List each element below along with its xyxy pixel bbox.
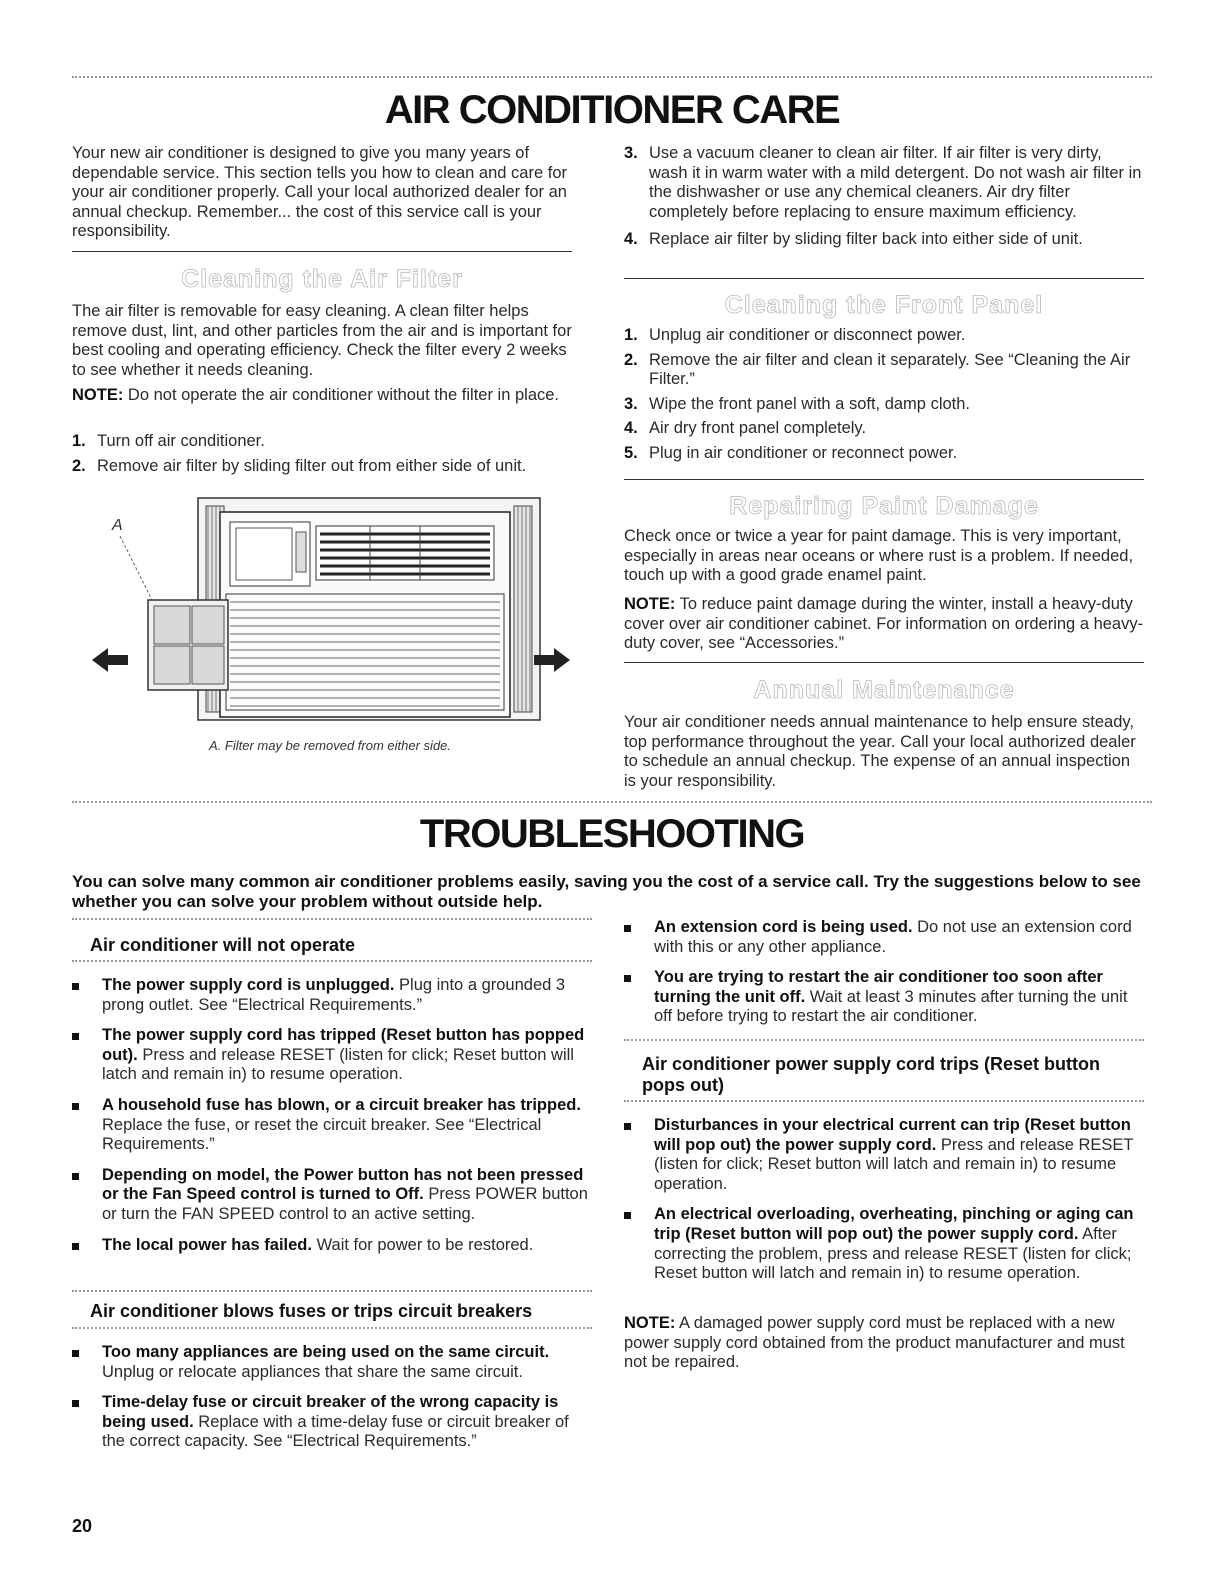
troubleshooting-title: TROUBLESHOOTING — [419, 812, 805, 856]
bullet-icon — [624, 925, 631, 932]
step-text: Remove air filter by sliding filter out from either side of unit. — [97, 456, 527, 475]
filter-heading: Cleaning the Air Filter — [181, 265, 463, 293]
annual-body: Your air conditioner needs annual maintenance to help ensure steady, top performance throughout the year. Call your local authorized dealer to schedule an annual checkup. The expense of an annual inspection is your responsibility. — [624, 713, 1136, 790]
divider — [624, 1039, 1144, 1041]
cause: The local power has failed. — [102, 1235, 312, 1254]
care-title: AIR CONDITIONER CARE — [384, 88, 840, 132]
divider — [72, 1290, 592, 1292]
list-item — [72, 432, 572, 452]
bullet-icon — [72, 1173, 79, 1180]
note-label: NOTE: — [72, 386, 124, 404]
step-text: Air dry front panel completely. — [649, 419, 867, 438]
cause: Disturbances in your electrical current can trip (Reset button will pop out) the power supply cord. — [654, 1116, 1131, 1154]
bullet-icon — [72, 1243, 79, 1250]
list-item — [72, 976, 592, 1015]
filter-note — [72, 386, 572, 406]
note-label: NOTE: — [624, 595, 676, 613]
divider — [72, 918, 592, 920]
step-text: Wipe the front panel with a soft, damp cloth. — [649, 394, 971, 413]
solution: Replace the fuse, or reset the circuit breaker. See “Electrical Requirements.” — [102, 1115, 542, 1154]
page-number: 20 — [72, 1516, 93, 1536]
step-number: 3. — [624, 144, 638, 162]
divider — [72, 251, 572, 252]
step-text: Unplug air conditioner or disconnect power. — [649, 326, 966, 344]
cause: The power supply cord is unplugged. — [102, 976, 395, 994]
bullet-icon — [624, 1123, 631, 1130]
annual-heading: Annual Maintenance — [753, 676, 1015, 704]
bullet-icon — [72, 983, 79, 990]
cause: An extension cord is being used. — [654, 918, 913, 936]
paint-body: Check once or twice a year for paint damage. This is very important, especially in areas near oceans or where rust is a problem. If needed, touch up with a good grade enamel paint. — [624, 527, 1134, 585]
divider — [72, 960, 592, 962]
cause: Depending on model, the Power button has not been pressed or the Fan Speed control is turned to Off. — [102, 1165, 584, 1204]
note-label: NOTE: — [624, 1314, 676, 1332]
bullet-icon — [624, 1212, 631, 1219]
list-item — [624, 230, 1144, 250]
divider — [624, 278, 1144, 279]
solution: Press POWER button or turn the FAN SPEED control to an active setting. — [102, 1185, 588, 1223]
cause: You are trying to restart the air conditioner too soon after turning the unit off. — [654, 968, 1103, 1006]
figure-letter: A — [112, 517, 123, 534]
step-text: Replace air filter by sliding filter back into either side of unit. — [649, 230, 1083, 249]
list-item — [624, 351, 1144, 390]
step-text: Use a vacuum cleaner to clean air filter. If air filter is very dirty, wash it in warm water with a mild detergent. Do not wash air filter in the dishwasher or use any chemical cleaners. Air dry filter completely before replacing to ensure maximum efficiency. — [649, 144, 1142, 221]
not-operate-list-continued — [624, 918, 1144, 1038]
cause: The power supply cord has tripped (Reset button has popped out). — [102, 1026, 585, 1064]
solution: Wait for power to be restored. — [311, 1235, 534, 1254]
solution: After correcting the problem, press and release RESET (listen for click; Reset button will latch and remain in) to resume operation. — [654, 1224, 1132, 1283]
list-item — [624, 1116, 1144, 1194]
divider — [72, 1327, 592, 1329]
troubleshooting-note — [624, 1314, 1144, 1373]
arrow-left-icon — [92, 648, 128, 672]
air-conditioner-figure — [80, 492, 580, 732]
solution: Press and release RESET (listen for click; Reset button will latch and remain in) to resume operation. — [654, 1135, 1134, 1193]
solution: Unplug or relocate appliances that share the same circuit. — [102, 1362, 523, 1381]
note-text: To reduce paint damage during the winter, install a heavy-duty cover over air conditioner cabinet. For information on ordering a heavy-duty cover, see “Accessories.” — [624, 595, 1144, 653]
step-number: 4. — [624, 419, 638, 438]
divider — [624, 662, 1144, 663]
step-number: 1. — [72, 432, 86, 450]
paint-heading: Repairing Paint Damage — [729, 492, 1039, 520]
bullet-icon — [624, 975, 631, 982]
solution: Do not use an extension cord with this or any other appliance. — [654, 918, 1132, 956]
cause: Too many appliances are being used on the same circuit. — [102, 1343, 550, 1361]
ts-heading-blows-fuses: Air conditioner blows fuses or trips circuit breakers — [90, 1301, 533, 1321]
step-text: Remove the air filter and clean it separately. See “Cleaning the Air Filter.” — [649, 350, 1131, 389]
list-item — [624, 326, 1144, 346]
solution: Press and release RESET (listen for click; Reset button will latch and remain in) to resume operation. — [102, 1045, 574, 1084]
blows-fuses-list — [72, 1343, 592, 1463]
list-item — [624, 144, 1144, 222]
note-text: Do not operate the air conditioner without the filter in place. — [123, 386, 560, 404]
list-item — [624, 918, 1144, 957]
front-panel-heading: Cleaning the Front Panel — [724, 291, 1044, 319]
filter-steps — [72, 432, 572, 481]
cause: A household fuse has blown, or a circuit breaker has tripped. — [102, 1095, 581, 1114]
care-intro: Your new air conditioner is designed to give you many years of dependable service. This section tells you how to clean and care for your air conditioner properly. Call your local authorized dealer for an annual checkup. Remember... the cost of this service call is your responsibility. — [72, 144, 567, 241]
list-item — [72, 457, 572, 477]
troubleshooting-intro: You can solve many common air conditioner problems easily, saving you the cost of a service call. Try the suggestions below to see whether you can solve your problem without outside help. — [72, 872, 1141, 911]
ts-heading-cord-trips: Air conditioner power supply cord trips (Reset button pops out) — [642, 1054, 1101, 1095]
list-item — [72, 1166, 592, 1225]
list-item — [624, 419, 1144, 439]
front-panel-steps — [624, 326, 1144, 469]
figure-caption: A. Filter may be removed from either side. — [208, 738, 452, 753]
cause: An electrical overloading, overheating, pinching or aging can trip (Reset button will pop out) the power supply cord. — [654, 1205, 1134, 1243]
list-item — [72, 1236, 592, 1256]
list-item — [72, 1026, 592, 1085]
filter-body: The air filter is removable for easy cleaning. A clean filter helps remove dust, lint, and other particles from the air and is important for best cooling and operating efficiency. Check the filter every 2 weeks to see whether it needs cleaning. — [72, 302, 572, 379]
step-number: 1. — [624, 326, 638, 344]
list-item — [72, 1343, 592, 1382]
filter-steps-continued — [624, 144, 1144, 255]
bullet-icon — [72, 1400, 79, 1407]
paint-note — [624, 595, 1144, 654]
solution: Wait at least 3 minutes after turning the unit off before trying to restart the air conditioner. — [654, 987, 1128, 1026]
step-text: Plug in air conditioner or reconnect power. — [649, 443, 958, 462]
list-item — [72, 1096, 592, 1155]
bullet-icon — [72, 1103, 79, 1110]
divider — [624, 1100, 1144, 1102]
step-number: 2. — [72, 456, 86, 475]
solution: Plug into a grounded 3 prong outlet. See “Electrical Requirements.” — [102, 976, 566, 1014]
list-item — [624, 1205, 1144, 1283]
step-number: 4. — [624, 230, 638, 249]
section-divider — [72, 801, 1152, 803]
list-item — [624, 395, 1144, 415]
cord-trips-list — [624, 1116, 1144, 1295]
cause: Time-delay fuse or circuit breaker of the wrong capacity is being used. — [102, 1393, 559, 1431]
top-divider — [72, 76, 1152, 78]
ts-heading-not-operate: Air conditioner will not operate — [90, 935, 356, 955]
bullet-icon — [72, 1350, 79, 1357]
step-text: Turn off air conditioner. — [97, 432, 265, 450]
note-text: A damaged power supply cord must be replaced with a new power supply cord obtained from the product manufacturer and must not be repaired. — [624, 1314, 1125, 1372]
list-item — [624, 968, 1144, 1027]
step-number: 2. — [624, 350, 638, 369]
list-item — [624, 444, 1144, 464]
step-number: 3. — [624, 394, 638, 413]
not-operate-list — [72, 976, 592, 1266]
list-item — [72, 1393, 592, 1452]
bullet-icon — [72, 1033, 79, 1040]
solution: Replace with a time-delay fuse or circuit breaker of the correct capacity. See “Electrical Requirements.” — [102, 1412, 569, 1451]
step-number: 5. — [624, 443, 638, 462]
divider — [624, 479, 1144, 480]
